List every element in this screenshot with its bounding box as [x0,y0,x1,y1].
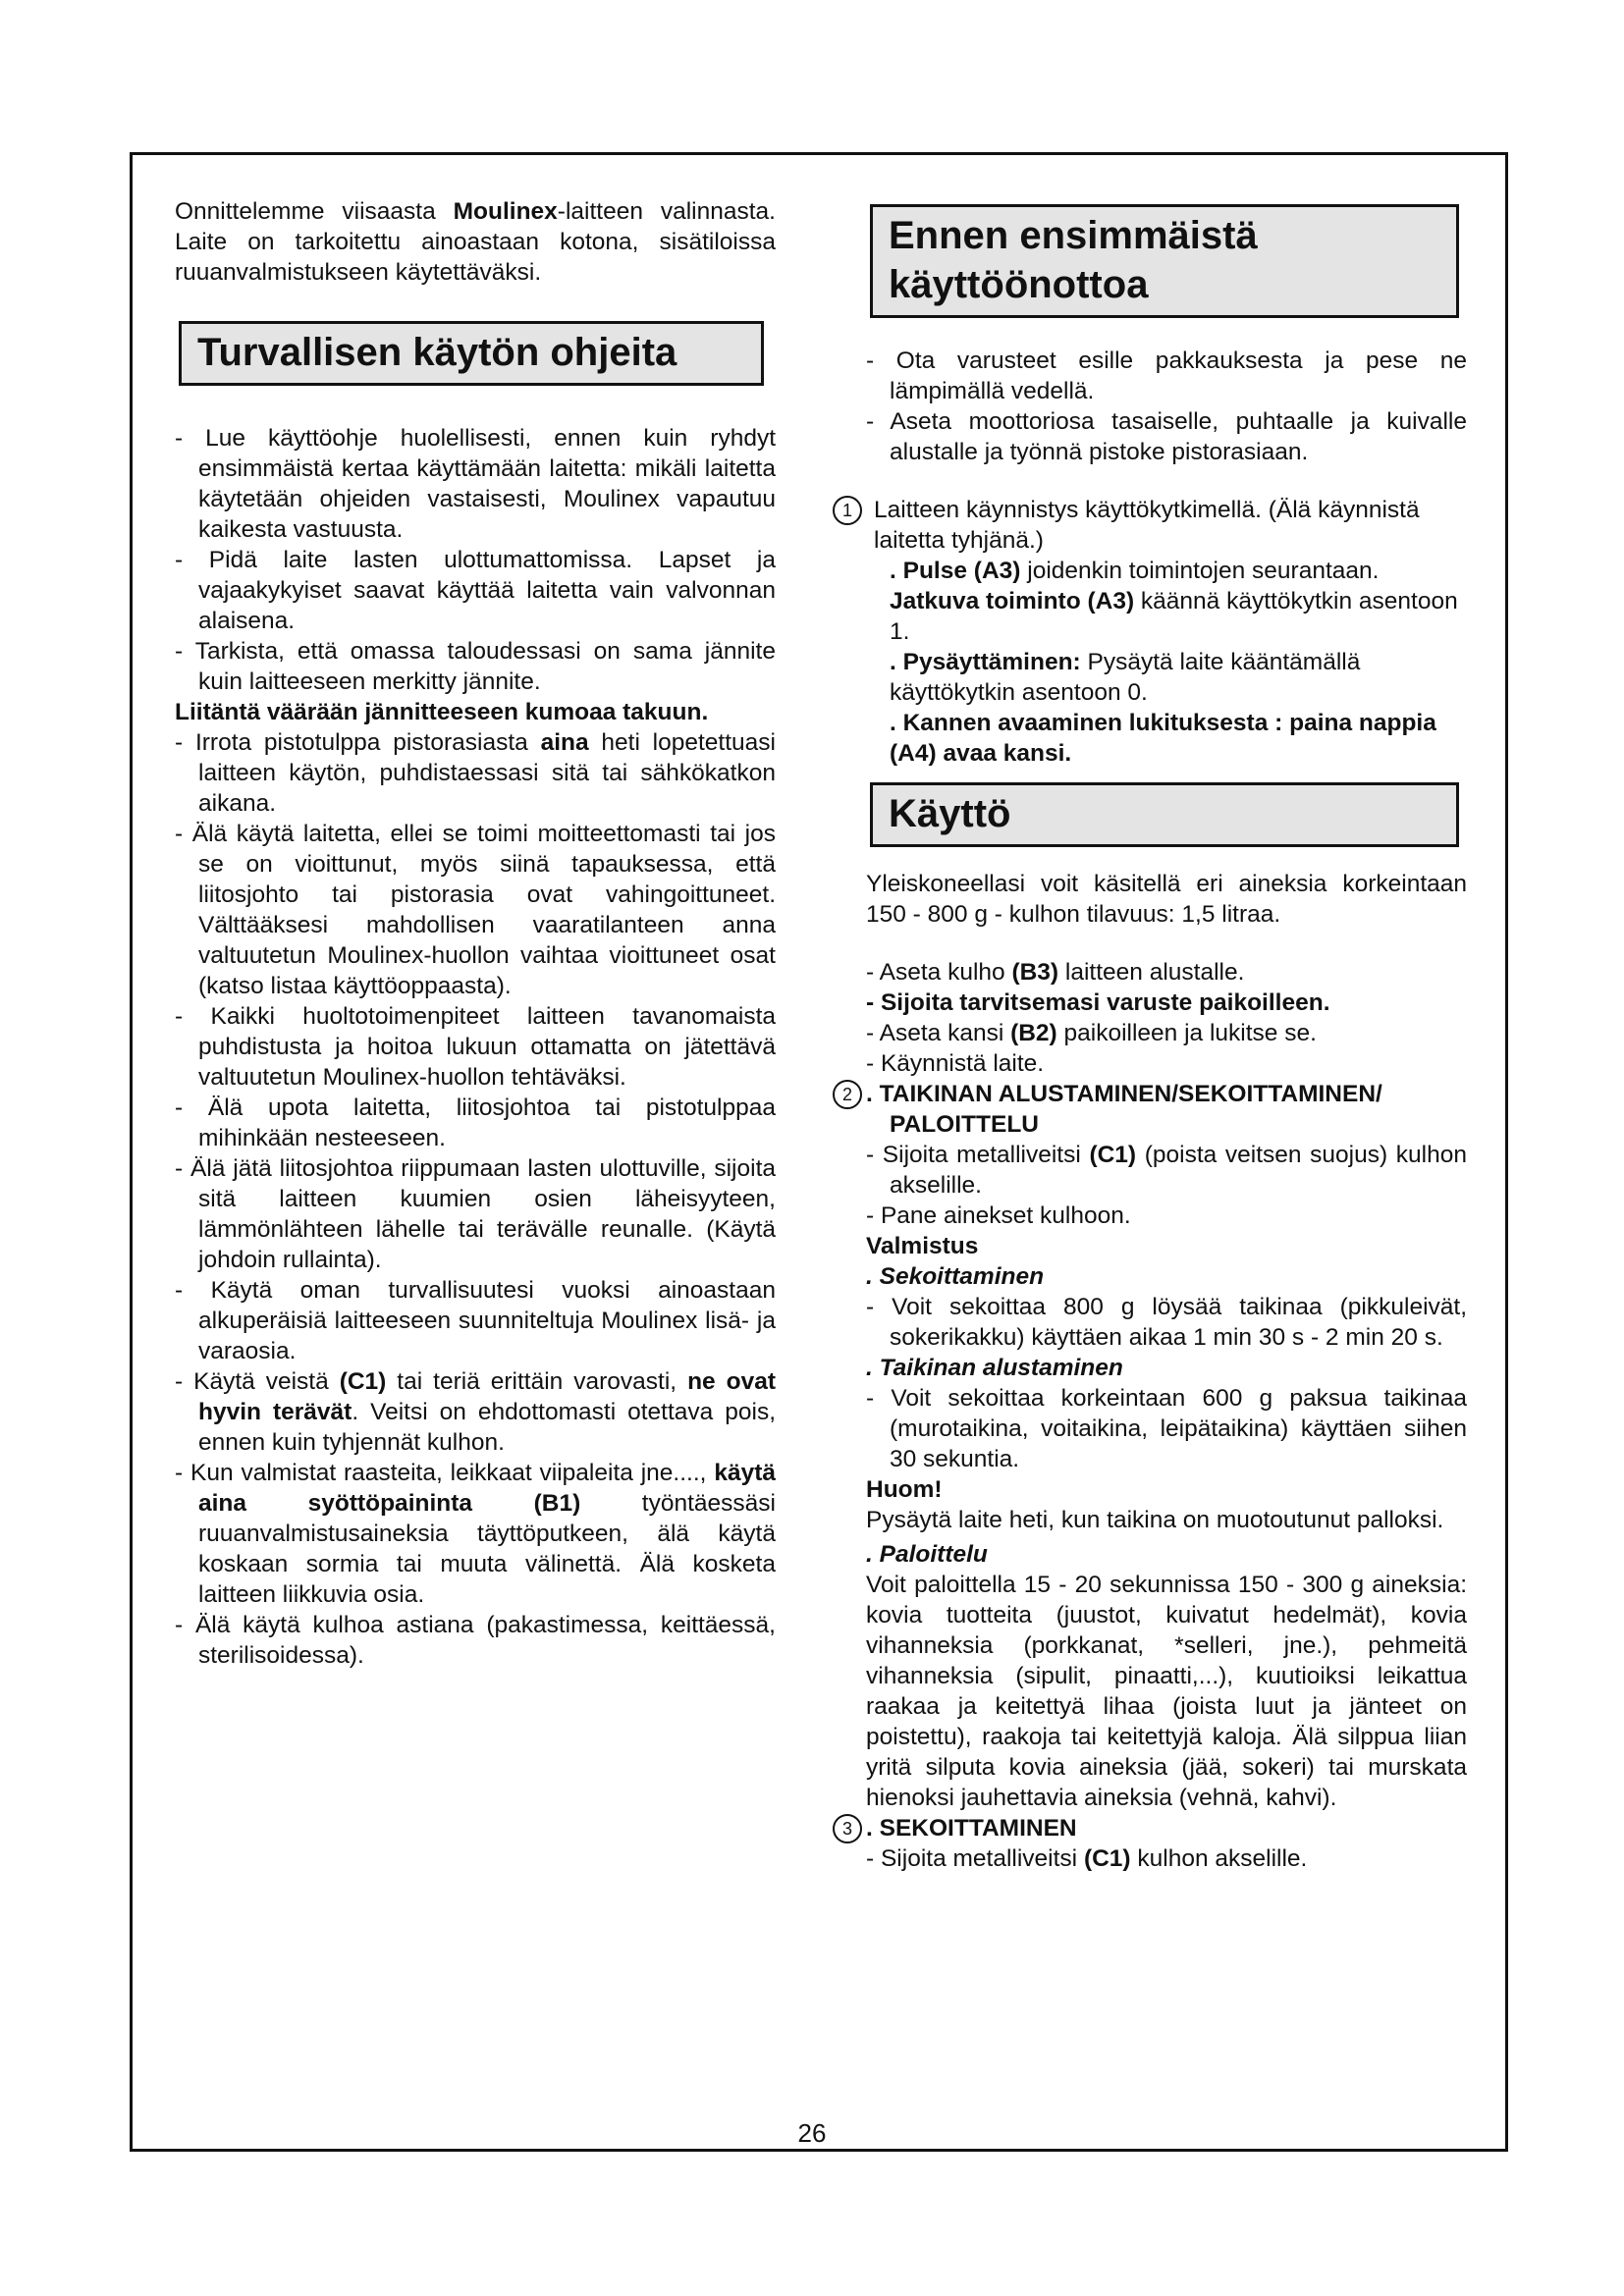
intro-paragraph: Onnittelemme viisaasta Moulinex-laitteen valinnasta. Laite on tarkoitettu ainoastaan kotona, sisätiloissa ruuanvalmistukseen käytettäväksi. [175,198,776,286]
note-text: Pysäytä laite heti, kun taikina on muotoutunut palloksi. [866,1507,1444,1533]
right-column [841,204,1467,1874]
safety-item: - Kaikki huoltotoimenpiteet laitteen tavanomaista puhdistusta ja hoitoa lukuun ottamatta on jätettävä valtuutetun Moulinex-huollon tehtäväksi. [175,1003,776,1091]
knife-line: - Sijoita metalliveitsi (C1) (poista veitsen suojus) kulhon akselille. [866,1142,1467,1199]
lid-open-line: . Kannen avaaminen lukituksesta : paina nappia (A4) avaa kansi. [890,710,1436,767]
safety-item: - Älä upota laitetta, liitosjohtoa tai pistotulppaa mihinkään nesteeseen. [175,1095,776,1151]
safety-item-blade: - Käytä veistä (C1) tai teriä erittäin varovasti, ne ovat hyvin terävät. Veitsi on ehdottomasti otettava pois, ennen kuin tyhjennät kulhon. [175,1368,777,1456]
safety-item-grate: - Kun valmistat raasteita, leikkaat viipaleita jne...., käytä aina syöttöpaininta (B1) työntäessäsi ruuanvalmistusaineksia täyttöputkeen, älä käytä koskaan sormia tai muuta välinettä. Älä kosketa laitteen liikkuvia osia. [175,1460,776,1608]
voltage-warning: Liitäntä väärään jännitteeseen kumoaa takuun. [175,699,709,725]
safety-heading: Turvallisen käytön ohjeita [179,321,764,386]
prep-title: Valmistus [866,1233,979,1259]
mix-text: - Voit sekoittaa 800 g löysää taikinaa (pikkuleivät, sokerikakku) käyttäen aikaa 1 min 30 s - 2 min 20 s. [866,1294,1467,1351]
safety-item: - Lue käyttöohje huolellisesti, ennen kuin ryhdyt ensimmäistä kertaa käyttämään laitetta: mikäli laitetta käytetään ohjeiden vastaisesti, Moulinex vapautuu kaikesta vastuusta. [175,425,776,543]
left-column [175,196,776,1671]
step-2: 2 . TAIKINAN ALUSTAMINEN/SEKOITTAMINEN/ PALOITTELU [866,1079,1467,1140]
safety-item-unplug: - Irrota pistotulppa pistorasiasta aina heti lopetettuasi laitteen käytön, puhdistaessasi sitä tai sähkökatkon aikana. [175,729,776,817]
usage-bowl: - Aseta kulho (B3) laitteen alustalle. [866,959,1245,986]
page-number: 26 [797,2118,827,2148]
safety-item: - Käytä oman turvallisuutesi vuoksi ainoastaan alkuperäisiä laitteeseen suunniteltuja Moulinex lisä- ja varaosia. [175,1277,776,1364]
note-title: Huom! [866,1476,943,1503]
usage-heading: Käyttö [870,782,1459,847]
pulse-line: . Pulse (A3) joidenkin toimintojen seurantaan. [890,558,1380,584]
ingredients-line: - Pane ainekset kulhoon. [866,1202,1131,1229]
safety-item: - Älä jätä liitosjohtoa riippumaan lasten ulottuville, sijoita sitä laitteen kuumien osien läheisyyteen, lämmönlähteen lähelle tai terävälle reunalle. (Käytä johdoin rullainta). [175,1155,776,1273]
step-3: 3 . SEKOITTAMINEN [866,1813,1467,1843]
safety-item-bowl: - Älä käytä kulhoa astiana (pakastimessa, keittäessä, sterilisoidessa). [175,1612,776,1669]
mix-title: . Sekoittaminen [866,1263,1045,1290]
chop-text: Voit paloittella 15 - 20 sekunnissa 150 - 300 g aineksia: kovia tuotteita (juustot, kuivatut hedelmät), kovia vihanneksia (porkkanat, *selleri, jne.), pehmeitä vihanneksia (sipulit, pinaatti,...), kuutioiksi leikattua raakaa ja keitettyä lihaa (joista luut ja jänteet on poistettu), raakoja tai keitettyjä kaloja. Älä silppua liian yritä silputa kovia aineksia (jää, sokeri) tai murskata hienoksi jauhettavia aineksia (vehnä, kahvi). [866,1572,1467,1811]
before-use-item: - Aseta moottoriosa tasaiselle, puhtaalle ja kuivalle alustalle ja työnnä pistoke pistorasiaan. [866,408,1467,465]
before-use-item: - Ota varusteet esille pakkauksesta ja pese ne lämpimällä vedellä. [866,347,1467,404]
step-number-1: 1 [833,496,862,525]
brand-name: Moulinex [453,198,558,225]
usage-intro: Yleiskoneellasi voit käsitellä eri aineksia korkeintaan 150 - 800 g - kulhon tilavuus: 1,5 litraa. [866,871,1467,928]
before-use-heading: Ennen ensimmäistä käyttöönottoa [870,204,1459,318]
step-1: 1 Laitteen käynnistys käyttökytkimellä. (Älä käynnistä laitetta tyhjänä.) [866,495,1467,556]
stop-line: . Pysäyttäminen: Pysäytä laite kääntämällä käyttökytkin asentoon 0. [890,649,1361,706]
usage-accessory: - Sijoita tarvitsemasi varuste paikoilleen. [866,989,1330,1016]
usage-start: - Käynnistä laite. [866,1050,1045,1077]
step-number-3: 3 [833,1814,862,1843]
continuous-line: Jatkuva toiminto (A3) käännä käyttökytkin asentoon 1. [890,588,1458,645]
safety-item: - Älä käytä laitetta, ellei se toimi moitteettomasti tai jos se on vioittunut, myös siinä tapauksessa, että liitosjohto tai pistorasia ovat vahingoittuneet. Välttääksesi mahdollisen vaaratilanteen anna valtuutetun Moulinex-huollon vaihtaa vioittuneet osat (katso listaa käyttöoppaasta). [175,821,776,999]
safety-item: - Pidä laite lasten ulottumattomissa. Lapset ja vajaakykyiset saavat käyttää laitetta vain valvonnan alaisena. [175,547,776,634]
chop-title: . Paloittelu [866,1541,988,1568]
usage-lid: - Aseta kansi (B2) paikoilleen ja lukitse se. [866,1020,1317,1046]
knead-title: . Taikinan alustaminen [866,1355,1123,1381]
step-number-2: 2 [833,1080,862,1109]
knead-text: - Voit sekoittaa korkeintaan 600 g paksua taikinaa (murotaikina, voitaikina, leipätaikina) käyttäen siihen 30 sekuntia. [866,1385,1467,1472]
step3-line: - Sijoita metalliveitsi (C1) kulhon akselille. [866,1845,1308,1872]
safety-item: - Tarkista, että omassa taloudessasi on sama jännite kuin laitteeseen merkitty jännite. [175,638,776,695]
